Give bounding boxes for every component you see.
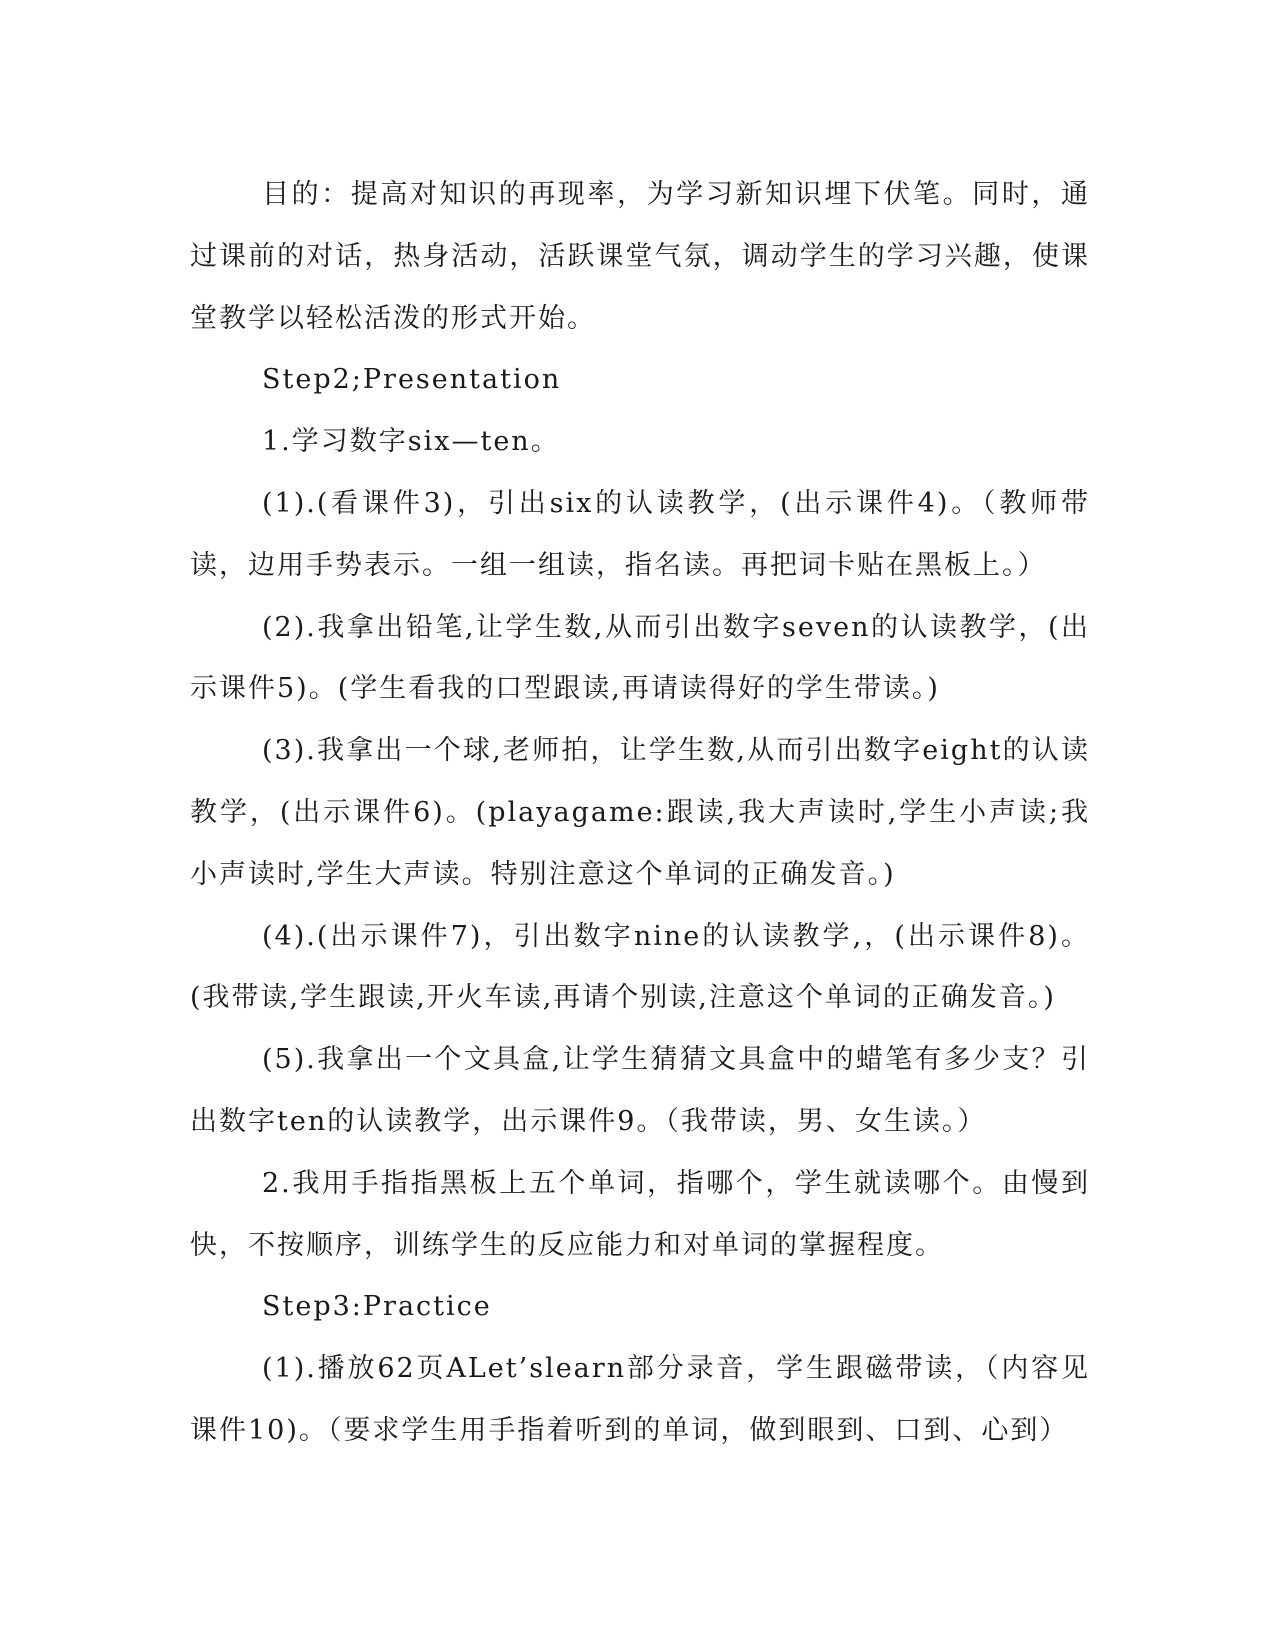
paragraph-seven: (2).我拿出铅笔,让学生数,从而引出数字seven的认读教学，(出示课件5)。(学生看我的口型跟读,再请读得好的学生带读。) (190, 611, 1090, 705)
paragraph-learn-numbers: 1.学习数字six—ten。 (262, 426, 560, 458)
paragraph-nine: (4).(出示课件7)，引出数字nine的认读教学,，(出示课件8)。(我带读,学生跟读,开火车读,再请个别读,注意这个单词的正确发音。) (190, 920, 1090, 1014)
heading-step2: Step2;Presentation (262, 364, 562, 396)
paragraph-eight: (3).我拿出一个球,老师拍，让学生数,从而引出数字eight的认读教学，(出示课件6)。(playagame:跟读,我大声读时,学生小声读;我小声读时,学生大声读。特别注意这个单词的正确发音。) (190, 735, 1090, 890)
paragraph-review: 2.我用手指指黑板上五个单词，指哪个，学生就读哪个。由慢到快，不按顺序，训练学生的反应能力和对单词的掌握程度。 (190, 1167, 1090, 1261)
paragraph-practice: (1).播放62页ALet’slearn部分录音，学生跟磁带读，（内容见课件10)。（要求学生用手指着听到的单词，做到眼到、口到、心到） (190, 1353, 1090, 1446)
paragraph-purpose: 目的：提高对知识的再现率，为学习新知识埋下伏笔。同时，通过课前的对话，热身活动，活跃课堂气氛，调动学生的学习兴趣，使课堂教学以轻松活泼的形式开始。 (190, 179, 1090, 334)
document-body (190, 164, 1090, 1462)
paragraph-ten: (5).我拿出一个文具盒,让学生猜猜文具盒中的蜡笔有多少支？引出数字ten的认读教学，出示课件9。（我带读，男、女生读。） (190, 1044, 1090, 1137)
paragraph-six: (1).(看课件3)，引出six的认读教学，(出示课件4)。（教师带读，边用手势表示。一组一组读，指名读。再把词卡贴在黑板上。） (190, 487, 1090, 581)
heading-step3: Step3:Practice (262, 1291, 492, 1323)
